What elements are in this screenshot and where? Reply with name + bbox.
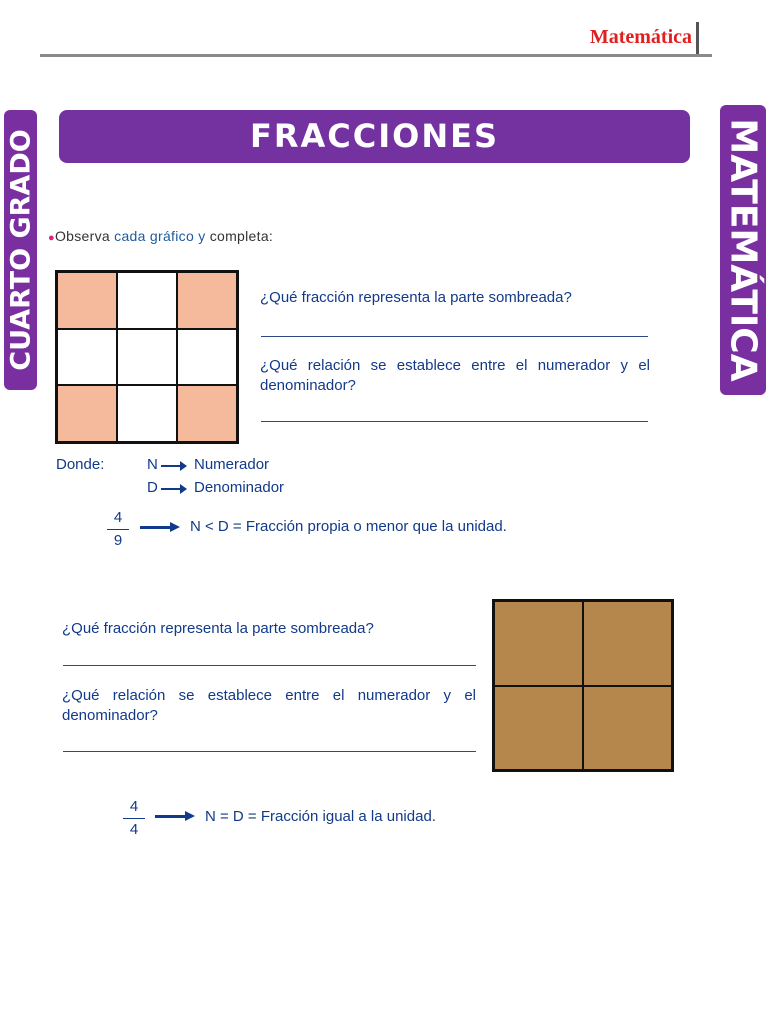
- fraction-bar: [107, 529, 129, 530]
- grid-cell-shaded: [57, 272, 117, 329]
- page-title-banner: FRACCIONES: [59, 110, 690, 163]
- header-title: Matemática: [589, 26, 692, 48]
- bullet-icon: ●: [48, 232, 55, 244]
- ex1-answer-line-1[interactable]: [261, 336, 648, 337]
- grid-cell: [117, 272, 177, 329]
- fraction-grid-3x3: [55, 270, 239, 444]
- fraction-denominator: 4: [129, 821, 139, 838]
- fraction-4-4: [123, 798, 145, 839]
- arrow-right-icon: [140, 526, 172, 529]
- ex1-question-relation: ¿Qué relación se establece entre el numerador y el denominador?: [260, 357, 650, 394]
- grid-cell-shaded: [57, 385, 117, 442]
- instruction-part-3: completa:: [205, 228, 274, 244]
- numerator-meaning: Numerador: [194, 456, 270, 473]
- grid-cell-shaded: [583, 686, 672, 771]
- grid-cell: [117, 329, 177, 386]
- side-label-grade-text: CUARTO GRADO: [5, 129, 36, 371]
- fraction-numerator: 4: [129, 798, 139, 815]
- instruction-text: [48, 228, 273, 244]
- grid-cell: [57, 329, 117, 386]
- arrow-right-icon: [155, 815, 187, 818]
- grid-cell-shaded: [494, 686, 583, 771]
- denominator-meaning: Denominador: [194, 479, 285, 496]
- grid-cell: [177, 329, 237, 386]
- ex1-answer-line-2[interactable]: [261, 421, 648, 422]
- side-label-subject-text: MATEMÁTICA: [722, 118, 764, 382]
- ex2-fraction-description: N = D = Fracción igual a la unidad.: [205, 808, 436, 825]
- grid-cell-shaded: [177, 385, 237, 442]
- instruction-part-1: Observa: [54, 228, 115, 244]
- fraction-denominator: 9: [113, 532, 123, 549]
- side-label-subject: [720, 105, 766, 395]
- denominator-letter: D: [147, 479, 158, 496]
- grid-cell-shaded: [177, 272, 237, 329]
- fraction-grid-2x2: [492, 599, 674, 772]
- grid-cell-shaded: [494, 601, 583, 686]
- fraction-bar: [123, 818, 145, 819]
- ex1-question-fraction: ¿Qué fracción representa la parte sombreada?: [260, 289, 572, 306]
- ex2-question-fraction: ¿Qué fracción representa la parte sombreada?: [62, 620, 374, 637]
- fraction-4-9: [107, 509, 129, 550]
- grid-cell: [117, 385, 177, 442]
- ex1-fraction-description: N < D = Fracción propia o menor que la unidad.: [190, 518, 507, 535]
- arrow-right-icon: [161, 465, 181, 467]
- instruction-part-2: cada gráfico y: [114, 228, 206, 244]
- numerator-letter: N: [147, 456, 158, 473]
- ex2-answer-line-2[interactable]: [63, 751, 476, 752]
- side-label-grade: [4, 110, 37, 390]
- donde-label: Donde:: [56, 456, 105, 473]
- ex2-question-relation: ¿Qué relación se establece entre el numerador y el denominador?: [62, 687, 476, 724]
- header-divider-tick: [696, 22, 699, 55]
- ex2-answer-line-1[interactable]: [63, 665, 476, 666]
- grid-cell-shaded: [583, 601, 672, 686]
- header-rule: [40, 54, 712, 57]
- fraction-numerator: 4: [113, 509, 123, 526]
- arrow-right-icon: [161, 488, 181, 490]
